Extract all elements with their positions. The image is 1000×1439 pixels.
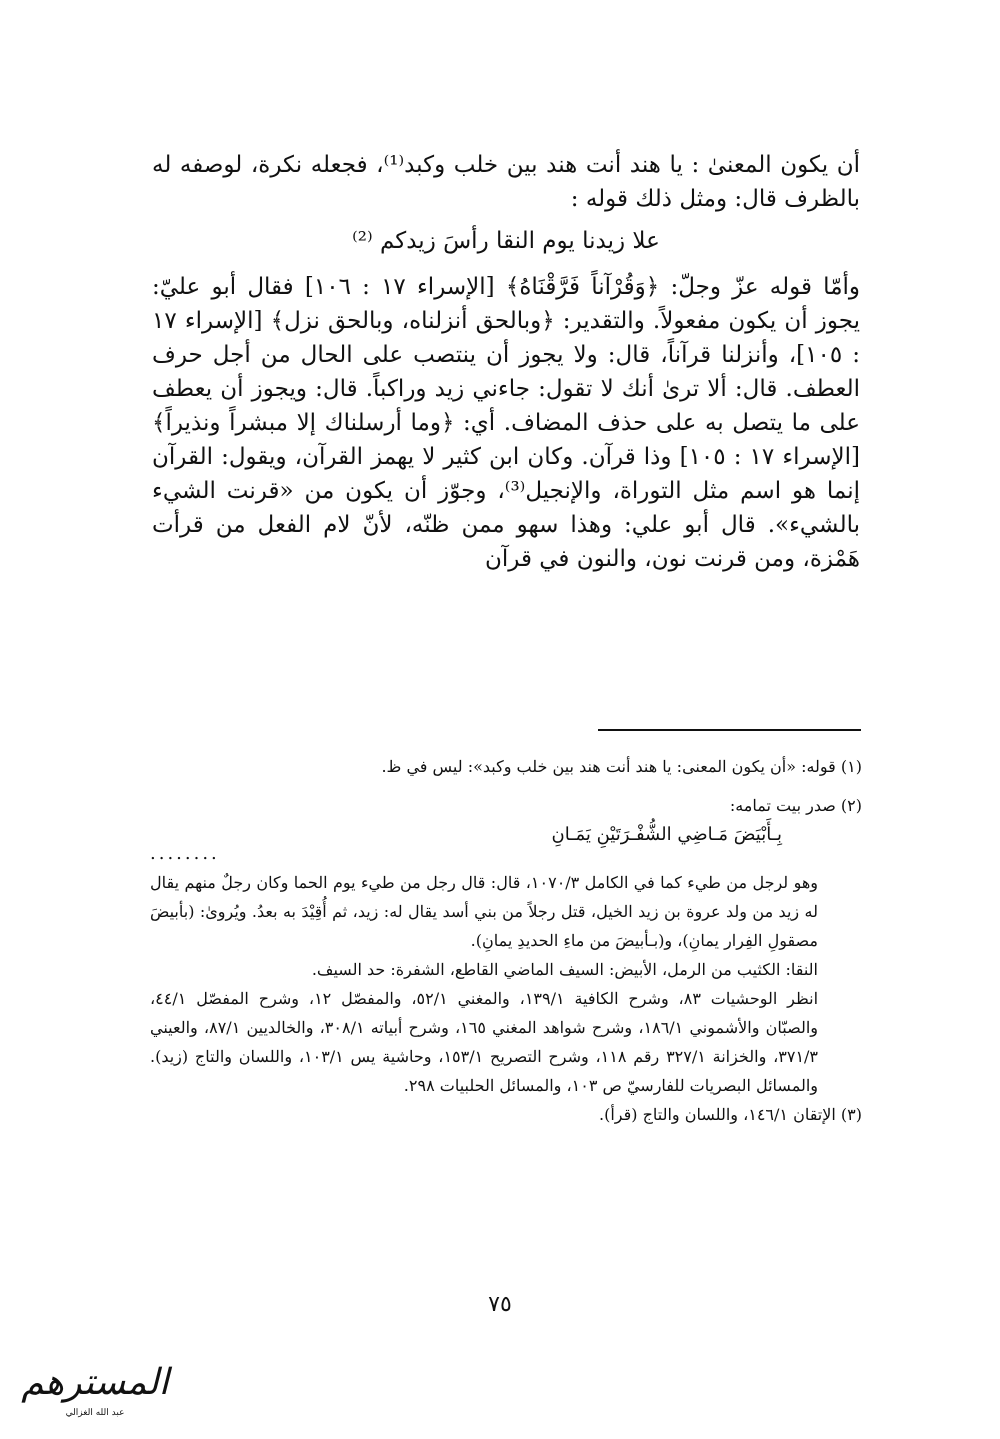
footnote-2-intro: (٢) صدر بيت تمامه: <box>729 796 862 815</box>
logo-text: المسترهم <box>21 1362 169 1403</box>
calligraphy-logo <box>14 1358 176 1428</box>
main-paragraph-1: أن يكون المعنىٰ : يا هند أنت هند بين خلب وكبد⁽¹⁾، فجعله نكرة، لوصفه له بالظرف قال: ومثل ذلك قوله : <box>152 152 860 212</box>
footnote-2-gloss: النقا: الكثيب من الرمل، الأبيض: السيف الماضي القاطع، الشفرة: حد السيف. <box>311 960 818 979</box>
poetry-verse: علا زيدنا يوم النقا رأسَ زيدكم ⁽²⁾ <box>352 228 660 254</box>
footnotes <box>150 752 862 1129</box>
footnote-2-dots: ........ <box>150 843 220 864</box>
footnote-2-text: وهو لرجل من طيء كما في الكامل ١٠٧٠/٣، قال: قال رجل من طيء يوم الحما وكان رجلٌ منهم يقال له زيد من ولد عروة بن زيد الخيل، قتل رجلاً من بني أسد يقال له: زيد، ثم أُقِيْدَ به بعدُ. ويُروىٰ: (بأبيضَ مصقولِ الفِرار يمانِ)، و(بـأبيضَ من ماءِ الحديدِ يمانِ). <box>150 873 818 950</box>
logo-subtext: عبد الله الغزالي <box>65 1408 125 1418</box>
page-number: ٧٥ <box>488 1292 512 1317</box>
footnote-3: (٣) الإتقان ١٤٦/١، واللسان والتاج (قرأ). <box>599 1105 862 1124</box>
footnote-divider <box>598 729 861 731</box>
footnote-1: (١) قوله: «أن يكون المعنى: يا هند أنت هند بين خلب وكبد»: ليس في ظ. <box>381 757 862 776</box>
main-paragraph-2: وأمّا قوله عزّ وجلّ: ﴿وَقُرْآناً فَرَّقْنَاهُ﴾ [الإسراء ١٧ : ١٠٦] فقال أبو عليّ: يجوز أن يكون مفعولاً. والتقدير: ﴿وبالحق أنزلناه، وبالحق نزل﴾ [الإسراء ١٧ : ١٠٥]، وأنزلنا قرآناً، قال: ولا يجوز أن ينتصب على الحال من أجل حرف العطف. قال: ألا ترىٰ أنك لا تقول: جاءني زيد وراكباً. قال: ويجوز أن يعطف على ما يتصل به على حذف المضاف. أي: ﴿وما أرسلناك إلا مبشراً ونذيراً﴾ [الإسراء ١٧ : ١٠٥] وذا قرآن. وكان ابن كثير لا يهمز القرآن، ويقول: القرآن إنما هو اسم مثل التوراة، والإنجيل⁽³⁾، وجوّز أن يكون من «قرنت الشيء بالشيء». قال أبو علي: وهذا سهو ممن ظنّه، لأنّ لام الفعل من قرأت هَمْزة، ومن قرنت نون، والنون في قرآن <box>152 274 861 572</box>
footnote-2-verse: بِـأَبْيَضَ مَـاضِي الشُّفْـرَتَيْنِ يَمَـانِ <box>551 824 782 845</box>
footnote-2-references: انظر الوحشيات ٨٣، وشرح الكافية ١٣٩/١، والمغني ٥٢/١، والمفصّل ١٢، وشرح المفصّل ٤٤/١، والصبّان والأشموني ١٨٦/١، وشرح شواهد المغني ١٦٥، وشرح أبياته ٣٠٨/١، والخالديين ٨٧/١، والعيني ٣٧١/٣، والخزانة ٣٢٧/١ رقم ١١٨، وشرح التصريح ١٥٣/١، وحاشية يس ١٠٣/١، واللسان والتاج (زيد). والمسائل البصريات للفارسيّ ص ١٠٣، والمسائل الحلبيات ٢٩٨. <box>150 989 819 1095</box>
main-text <box>152 148 860 576</box>
